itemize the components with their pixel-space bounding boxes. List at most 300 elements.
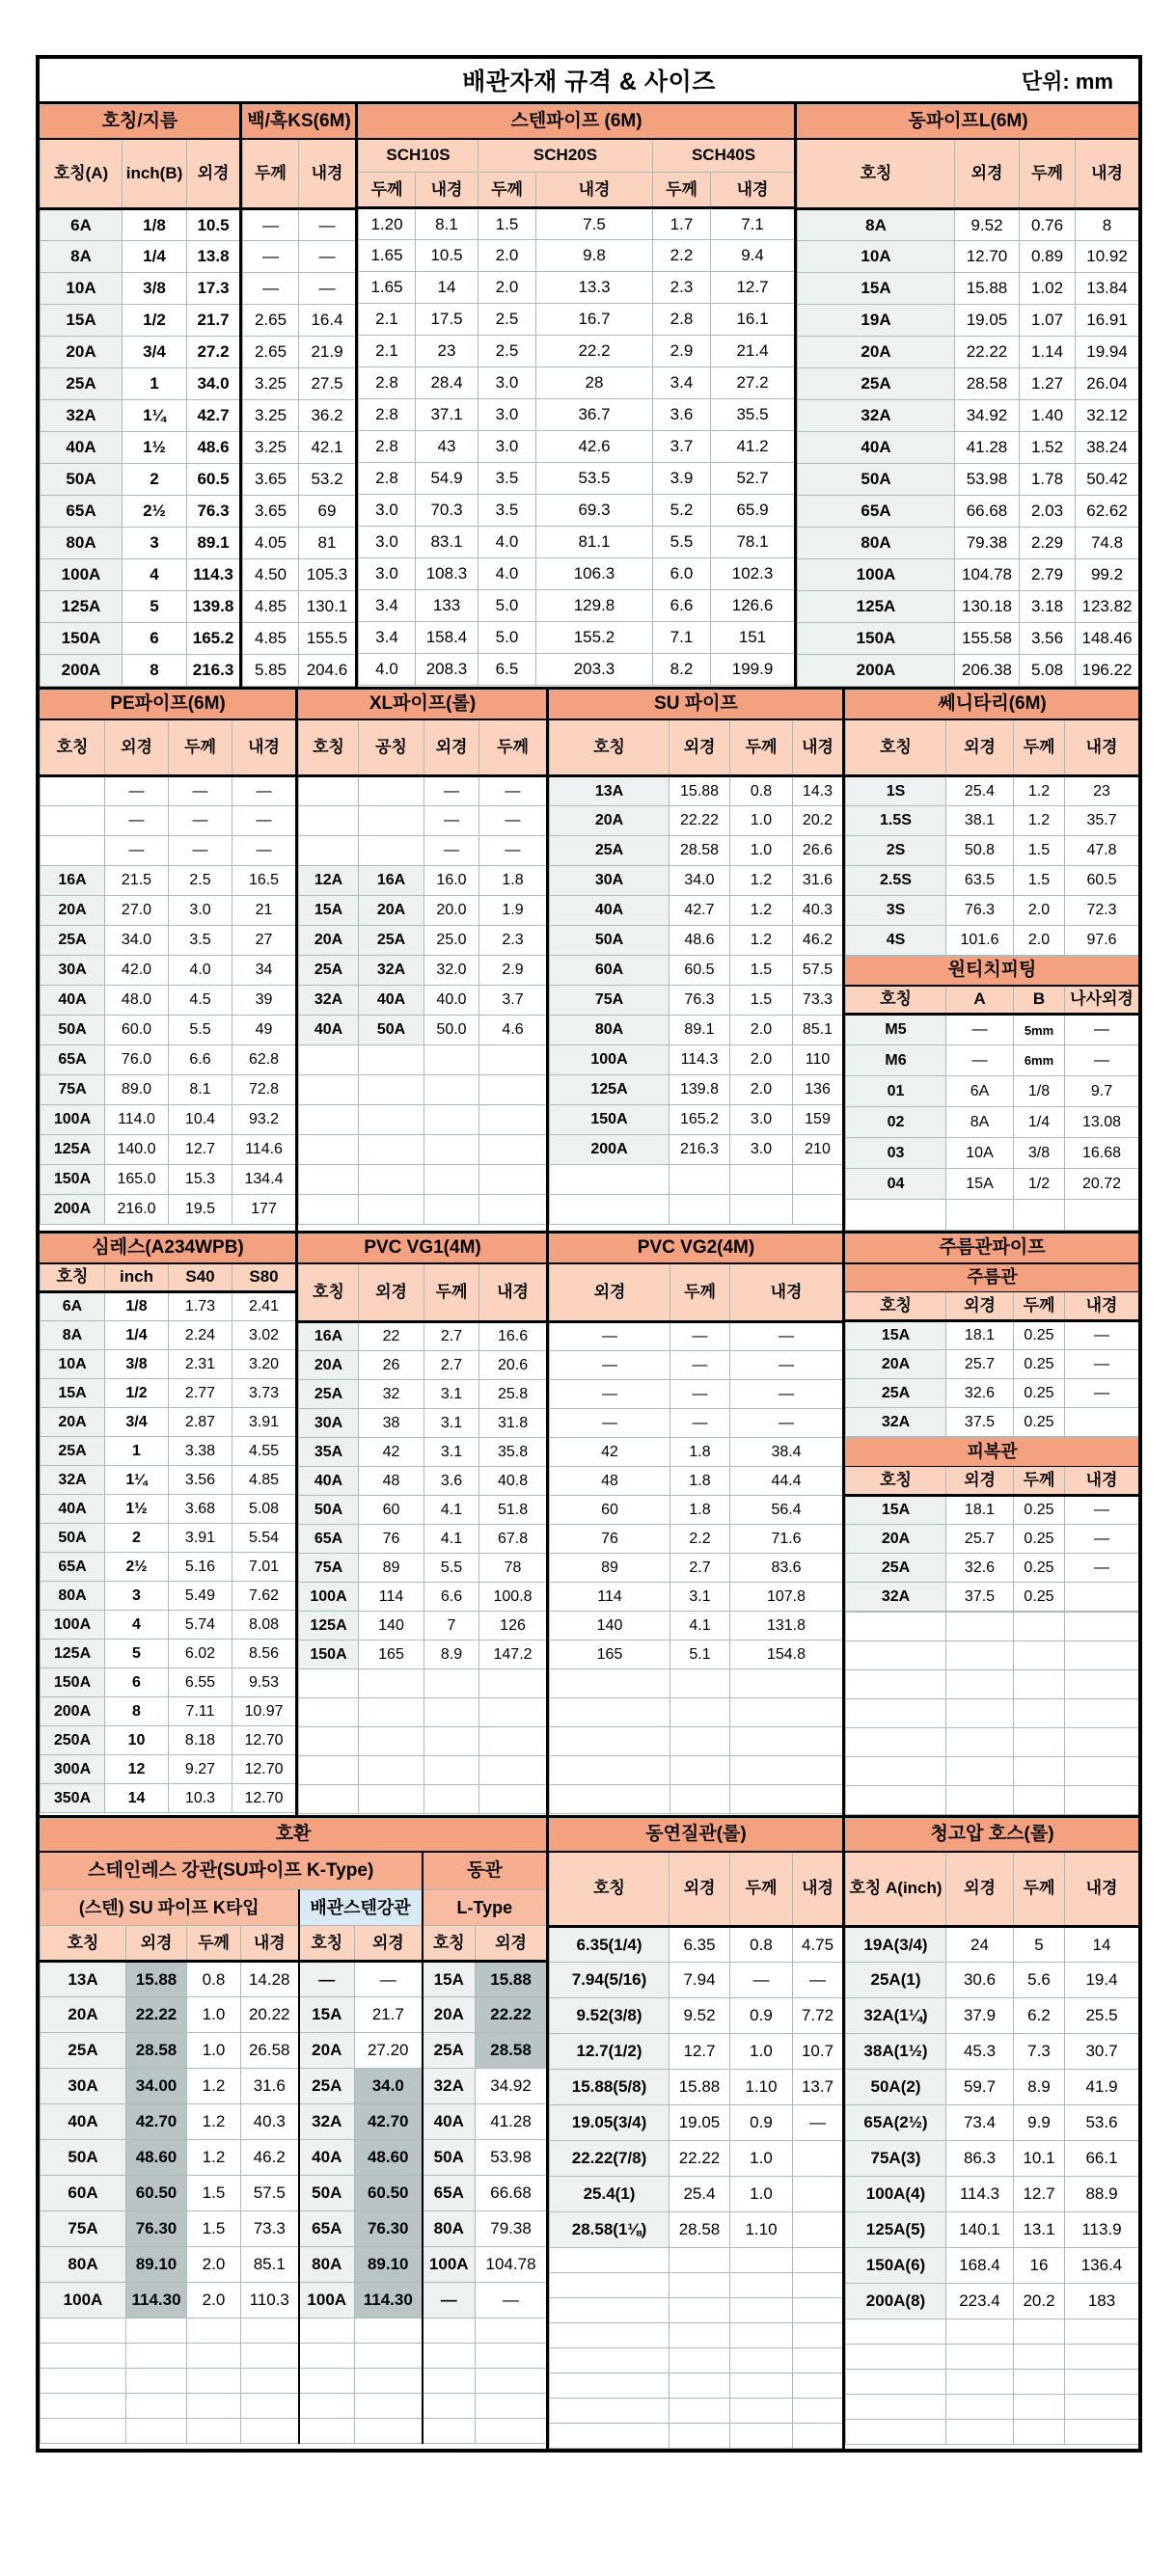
cell <box>299 2394 355 2419</box>
cell: 60 <box>359 1496 424 1525</box>
table-row <box>41 559 240 591</box>
cell <box>669 2424 730 2449</box>
table-row <box>550 2424 843 2449</box>
cell: 14.3 <box>793 776 843 806</box>
pe-pipe-col <box>40 690 295 1231</box>
cell: 3 <box>105 1582 169 1611</box>
cell: 1.0 <box>730 2177 793 2212</box>
cell: 7.11 <box>169 1697 232 1726</box>
cell: 4.85 <box>243 591 299 623</box>
cell: 63.5 <box>946 866 1014 896</box>
cell: 2.31 <box>169 1350 232 1379</box>
table-row <box>798 209 1139 241</box>
table-row <box>846 1107 1139 1138</box>
cell: 60.5 <box>187 464 240 496</box>
cell: 40A <box>299 2140 355 2176</box>
table-row <box>846 776 1139 806</box>
cell: 12.70 <box>955 241 1020 273</box>
subgroup-pipe-stainless: 배관스텐강관 <box>299 1890 423 1926</box>
cell: 2.7 <box>424 1351 479 1380</box>
cell: 56.4 <box>730 1496 843 1525</box>
cell: 50A <box>423 2140 476 2176</box>
cell <box>424 1785 479 1814</box>
cell: 10.4 <box>169 1105 232 1135</box>
cell: 1.40 <box>1020 400 1076 432</box>
table-row <box>41 1962 547 1997</box>
cell: 140.0 <box>105 1135 169 1165</box>
table-row <box>846 1379 1139 1408</box>
cell: 100A <box>41 1611 105 1640</box>
cell <box>670 1785 730 1814</box>
cell <box>359 1075 424 1105</box>
cell: 41.28 <box>955 432 1020 464</box>
cell: 32A <box>299 986 359 1016</box>
cell: 76 <box>359 1525 424 1554</box>
group-header-copper: 동파이프L(6M) <box>798 105 1139 139</box>
cell: 59.7 <box>946 2070 1014 2105</box>
table-row <box>41 1726 296 1755</box>
table-row <box>359 622 795 654</box>
cell: 10A <box>798 241 955 273</box>
cell <box>1014 2319 1065 2345</box>
su-pipe-col <box>549 690 842 1231</box>
cell: 9.52 <box>669 1998 730 2034</box>
cell: 3.7 <box>653 431 711 463</box>
cell <box>241 2344 299 2369</box>
cell: 14 <box>1065 1927 1139 1963</box>
cell: 6.0 <box>653 558 711 590</box>
table-row <box>550 1998 843 2034</box>
cell: 2.5 <box>478 304 536 336</box>
col-header: 호칭 <box>846 719 946 776</box>
cell <box>793 2399 843 2424</box>
cell <box>550 2399 669 2424</box>
cell: — <box>730 1963 793 1998</box>
table-row <box>41 591 240 623</box>
cell: 53.98 <box>955 464 1020 496</box>
cell: 32A <box>299 2104 355 2140</box>
cell: 22.22 <box>126 1997 187 2033</box>
cell: 6.2 <box>1014 1998 1065 2034</box>
cell <box>730 1785 843 1814</box>
band-compat-copper-hose <box>40 1818 1138 2449</box>
cell: 27.0 <box>105 896 169 926</box>
cell <box>846 1200 946 1231</box>
cell: 5.49 <box>169 1582 232 1611</box>
cell: 100A <box>41 559 123 591</box>
cell: — <box>243 209 299 241</box>
table-row <box>299 1641 547 1669</box>
cell: 32A(1¼) <box>846 1998 946 2034</box>
cell: 7.3 <box>1014 2034 1065 2070</box>
cell: 2.8 <box>359 431 416 463</box>
cell: 3.6 <box>653 399 711 431</box>
cell: 25A <box>41 926 105 956</box>
table-row <box>41 2211 547 2247</box>
table-row <box>41 2069 547 2104</box>
cell: 15.3 <box>169 1165 232 1195</box>
cell <box>479 1165 547 1195</box>
cell: 25.4 <box>669 2177 730 2212</box>
cell: 10.1 <box>1014 2141 1065 2177</box>
cell: — <box>730 1409 843 1438</box>
cell <box>126 2344 187 2369</box>
cell: 75A <box>550 986 669 1016</box>
cell <box>299 1669 359 1698</box>
cell: 3.73 <box>232 1379 296 1408</box>
col-header-sch40s: SCH40S <box>653 139 795 173</box>
cell: 32A <box>41 400 123 432</box>
cell <box>846 2370 946 2395</box>
cell: 04 <box>846 1169 946 1200</box>
cell: 216.0 <box>105 1195 169 1225</box>
cell: 6.35 <box>669 1927 730 1963</box>
cell: 140.1 <box>946 2212 1014 2248</box>
cell: 40A <box>41 432 123 464</box>
cell: 200A(8) <box>846 2284 946 2319</box>
col-header: 호칭 <box>550 1852 669 1927</box>
cell <box>793 2248 843 2273</box>
col-header: 두께 <box>169 719 232 776</box>
col-header: 공칭 <box>359 719 424 776</box>
cell: — <box>476 2283 547 2318</box>
cell: 19.94 <box>1076 337 1139 368</box>
cell: M5 <box>846 1015 946 1045</box>
cell: 89 <box>550 1554 670 1583</box>
section-title-xl: XL파이프(롤) <box>299 691 547 719</box>
col-header: 두께 <box>1020 139 1076 209</box>
cell: — <box>1065 1350 1139 1379</box>
cell: 5 <box>123 591 187 623</box>
cell <box>187 2369 241 2394</box>
cell: 3.91 <box>232 1408 296 1437</box>
cell: 28.58 <box>476 2033 547 2069</box>
cell: 37.5 <box>946 1408 1014 1437</box>
cell: 32.6 <box>946 1554 1014 1583</box>
table-row <box>550 1554 843 1583</box>
cell: 42.1 <box>299 432 356 464</box>
cell: — <box>730 1351 843 1380</box>
cell: 3 <box>123 528 187 559</box>
table-row <box>550 1438 843 1467</box>
cell: 52.7 <box>711 463 795 495</box>
cell: 104.78 <box>476 2247 547 2283</box>
cell <box>1065 2345 1139 2370</box>
cell <box>550 1698 670 1727</box>
cell: 200A <box>550 1135 669 1165</box>
table-row <box>243 655 356 687</box>
cell <box>479 1135 547 1165</box>
cell: 0.8 <box>730 776 793 806</box>
cell <box>299 1756 359 1785</box>
cell: 60.50 <box>126 2176 187 2211</box>
cell: — <box>169 836 232 866</box>
cell: 22.22(7/8) <box>550 2141 669 2177</box>
col-header: 외경 <box>946 719 1014 776</box>
cell <box>1065 2319 1139 2345</box>
cell <box>846 1641 946 1670</box>
cell: 1.2 <box>730 896 793 926</box>
col-header-sch20s: SCH20S <box>478 139 653 173</box>
table-row <box>359 527 795 558</box>
col-header: 두께 <box>243 139 299 209</box>
table-row <box>299 1496 547 1525</box>
cell: 150A <box>299 1641 359 1669</box>
cell: 2.3 <box>653 272 711 304</box>
cell: 51.8 <box>479 1496 547 1525</box>
col-header: 외경 <box>955 139 1020 209</box>
cell: 20.2 <box>793 806 843 836</box>
col-header: 두께 <box>1014 1292 1065 1321</box>
cell: 14.28 <box>241 1962 299 1997</box>
col-header: 내경 <box>416 173 478 208</box>
cell: 25.0 <box>424 926 479 956</box>
table-row <box>41 926 296 956</box>
cell: 102.3 <box>711 558 795 590</box>
cell: 14 <box>105 1784 169 1813</box>
cell: 48.0 <box>105 986 169 1016</box>
cell: — <box>105 836 169 866</box>
cell: 10 <box>105 1726 169 1755</box>
cell: 1.8 <box>670 1496 730 1525</box>
table-row <box>41 1016 296 1045</box>
cell: 3.91 <box>169 1524 232 1553</box>
cell: 1.52 <box>1020 432 1076 464</box>
cell <box>730 1195 793 1225</box>
col-header: 외경 <box>359 1263 424 1322</box>
table-row <box>550 2348 843 2373</box>
cell <box>946 1613 1014 1641</box>
cell <box>1065 1670 1139 1699</box>
cell: 130.1 <box>299 591 356 623</box>
table-row <box>41 1105 296 1135</box>
table-row <box>41 368 240 400</box>
cell: 1.2 <box>187 2104 241 2140</box>
cell: 2.0 <box>730 1045 793 1075</box>
cell: 125A <box>41 1135 105 1165</box>
cell <box>550 1727 670 1756</box>
cell: 148.46 <box>1076 623 1139 655</box>
cell <box>946 1728 1014 1757</box>
table-row <box>41 1437 296 1466</box>
cell: 126 <box>479 1612 547 1641</box>
cell: 114 <box>359 1583 424 1612</box>
table-row <box>299 1165 547 1195</box>
cell: 26.6 <box>793 836 843 866</box>
cell: 0.25 <box>1014 1408 1065 1437</box>
cell: 53.98 <box>476 2140 547 2176</box>
table-row <box>550 986 843 1016</box>
section-title-pe: PE파이프(6M) <box>41 691 296 719</box>
cell: 150A <box>798 623 955 655</box>
cell: 13.84 <box>1076 273 1139 305</box>
cell: 151 <box>711 622 795 654</box>
cell: 15A <box>946 1169 1014 1200</box>
cell <box>730 2323 793 2348</box>
cell: 13A <box>41 1962 126 1997</box>
cell: 15A <box>798 273 955 305</box>
col-header: 호칭 <box>550 719 669 776</box>
cell: 65A(2½) <box>846 2105 946 2141</box>
cell: 34.00 <box>126 2069 187 2104</box>
cell: 48.60 <box>355 2140 423 2176</box>
cell: 155.58 <box>955 623 1020 655</box>
cell <box>946 2319 1014 2345</box>
cell: 16.4 <box>299 305 356 337</box>
cell: 35.8 <box>479 1438 547 1467</box>
title-bar <box>40 59 1138 104</box>
cell: 100A <box>41 1105 105 1135</box>
cell: 165.2 <box>669 1105 730 1135</box>
cell: — <box>1065 1525 1139 1554</box>
cell: 204.6 <box>299 655 356 687</box>
cell: 2.8 <box>359 367 416 399</box>
cell: 159 <box>793 1105 843 1135</box>
cell: 40A <box>798 432 955 464</box>
corrugated-col <box>845 1234 1138 1815</box>
cell <box>299 2369 355 2394</box>
cell <box>423 2369 476 2394</box>
cell <box>423 2419 476 2444</box>
table-row <box>359 654 795 686</box>
cell <box>299 806 359 836</box>
cell <box>1014 2395 1065 2420</box>
cell <box>730 2424 793 2449</box>
cell: 1.0 <box>730 2141 793 2177</box>
cell: 60 <box>550 1496 670 1525</box>
cell: 40A <box>41 986 105 1016</box>
cell <box>793 2298 843 2323</box>
table-row <box>550 1165 843 1195</box>
cell: 5.08 <box>1020 655 1076 687</box>
cell <box>1065 2395 1139 2420</box>
cell <box>479 1195 547 1225</box>
cell: 1.78 <box>1020 464 1076 496</box>
col-header: 외경 <box>126 1926 187 1962</box>
cell <box>793 2348 843 2373</box>
table-row <box>41 1379 296 1408</box>
cell: 93.2 <box>232 1105 296 1135</box>
cell: 42.7 <box>669 896 730 926</box>
cell: 78.1 <box>711 527 795 558</box>
cell: 20.2 <box>1014 2284 1065 2319</box>
col-header: S80 <box>232 1263 296 1292</box>
cell: 50A <box>41 464 123 496</box>
table-row <box>243 368 356 400</box>
table-row <box>359 399 795 431</box>
cell: 12.70 <box>232 1726 296 1755</box>
cell: 49 <box>232 1016 296 1045</box>
cell: 25.7 <box>946 1350 1014 1379</box>
cell <box>730 2399 793 2424</box>
cell: 4.05 <box>243 528 299 559</box>
cell: 200A <box>41 1195 105 1225</box>
cell: 8.9 <box>1014 2070 1065 2105</box>
cell: 1.5 <box>1014 836 1065 866</box>
cell: 16A <box>359 866 424 896</box>
cell: 0.25 <box>1014 1496 1065 1525</box>
table-row <box>550 2105 843 2141</box>
cell: 177 <box>232 1195 296 1225</box>
cell <box>1014 1786 1065 1815</box>
cell: — <box>105 776 169 806</box>
table-row <box>550 1963 843 1998</box>
cell: 34 <box>232 956 296 986</box>
cell <box>355 2344 423 2369</box>
cell: — <box>730 1322 843 1351</box>
cell <box>359 776 424 806</box>
cell: 3.65 <box>243 496 299 528</box>
col-header: 외경 <box>550 1263 670 1322</box>
table-row <box>41 2419 547 2444</box>
col-header: 호칭 <box>299 1926 355 1962</box>
col-header: 외경 <box>355 1926 423 1962</box>
col-header: 내경 <box>793 1852 843 1927</box>
table-row <box>41 866 296 896</box>
cell: 25.5 <box>1065 1998 1139 2034</box>
table-row <box>41 2104 547 2140</box>
soft-copper-table <box>549 1818 842 2449</box>
col-header: 두께 <box>478 173 536 208</box>
cell <box>730 2348 793 2373</box>
cell: 114.3 <box>187 559 240 591</box>
cell <box>846 2420 946 2445</box>
cell: — <box>424 806 479 836</box>
spec-sheet <box>36 55 1142 2453</box>
cell: 2.5S <box>846 866 946 896</box>
cell: 36.7 <box>536 399 653 431</box>
cell: 6mm <box>1014 1045 1065 1076</box>
cell <box>550 2348 669 2373</box>
cell <box>670 1669 730 1698</box>
xl-pipe-col <box>298 690 546 1231</box>
cell: 125A <box>41 591 123 623</box>
table-row <box>41 432 240 464</box>
cell: 73.3 <box>793 986 843 1016</box>
cell: 31.6 <box>793 866 843 896</box>
cell <box>424 1698 479 1727</box>
cell: 25.4 <box>946 776 1014 806</box>
table-row <box>41 956 296 986</box>
cell: 20A <box>299 2033 355 2069</box>
cell <box>41 836 105 866</box>
cell: 1.0 <box>730 836 793 866</box>
cell: — <box>299 241 356 273</box>
cell <box>241 2369 299 2394</box>
cell <box>730 2248 793 2273</box>
cell: 8A <box>41 1321 105 1350</box>
table-row <box>846 1757 1139 1786</box>
cell <box>846 1699 946 1728</box>
cell: 125A(5) <box>846 2212 946 2248</box>
cell: 83.1 <box>416 527 478 558</box>
cell <box>126 2318 187 2344</box>
table-row <box>846 1728 1139 1757</box>
cell: 25A <box>550 836 669 866</box>
cell <box>730 1165 793 1195</box>
table-row <box>41 2176 547 2211</box>
cell: 2.24 <box>169 1321 232 1350</box>
cell <box>730 1669 843 1698</box>
table-row <box>41 836 296 866</box>
cell: 32A <box>41 1466 105 1495</box>
cell <box>669 2323 730 2348</box>
table-row <box>846 1350 1139 1379</box>
cell <box>479 1075 547 1105</box>
cell: 12.7 <box>711 272 795 304</box>
cell: 9.52 <box>955 209 1020 241</box>
cell: 22.22 <box>669 2141 730 2177</box>
